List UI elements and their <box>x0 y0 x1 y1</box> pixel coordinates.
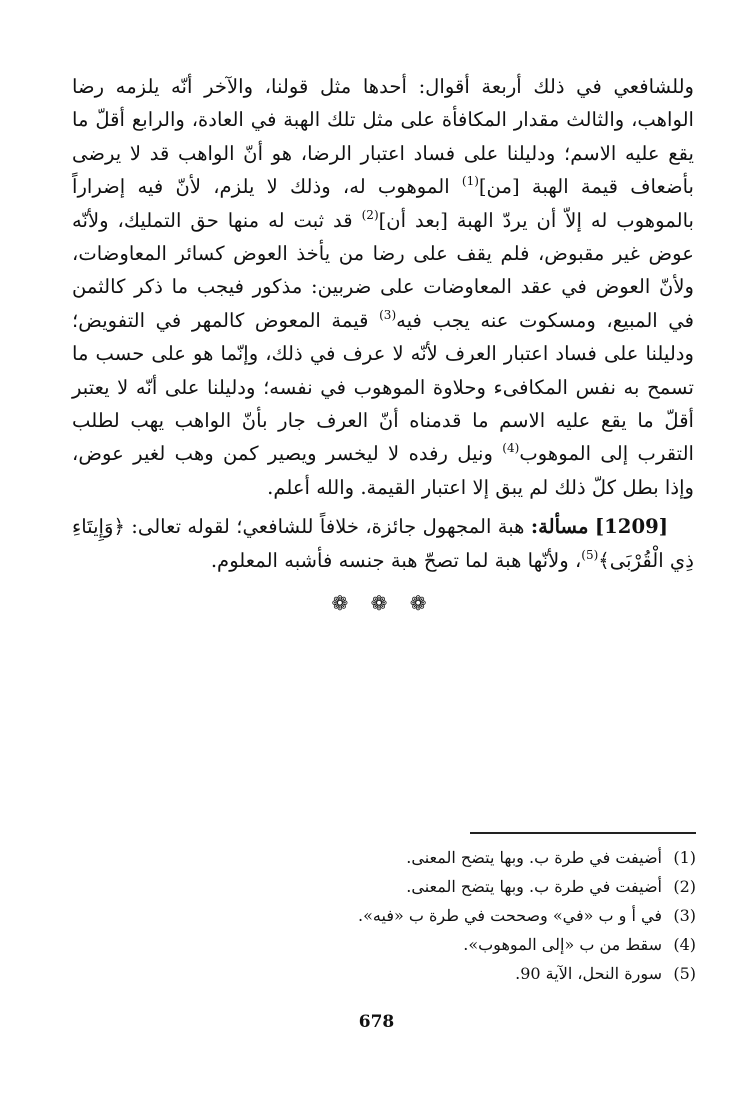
section-ornament <box>72 591 694 615</box>
footnote-text: سورة النحل، الآية 90. <box>515 964 662 983</box>
footnote-number: (4) <box>673 935 696 954</box>
footnote-number: (5) <box>673 964 696 983</box>
footnote-item <box>276 930 696 959</box>
footnote-ref-1: (1) <box>461 174 479 189</box>
footnote-text: أضيفت في طرة ب. وبها يتضح المعنى. <box>406 877 662 896</box>
issue-number: [1209] <box>594 515 668 539</box>
paragraph-text: وللشافعي في ذلك أربعة أقوال: أحدها مثل قولنا، والآخر أنّه يلزمه رضا الواهب، والثالث مقدار المكافأة على مثل تلك الهبة في العادة، والرابع أقلّ ما يقع عليه الاسم؛ ودليلنا على فساد اعتبار الرضا، هو أنّ الواهب قد لا يرضى بأضعاف قيمة الهبة [من] <box>72 75 695 199</box>
issue-label: مسألة: <box>530 515 589 539</box>
footnote-text: سقط من ب «إلى الموهوب». <box>463 935 662 954</box>
footnote-list <box>276 843 696 988</box>
footnote-number: (3) <box>673 906 696 925</box>
paragraph-text: قد ثبت له منها حق التمليك، ولأنّه عوض غير مقبوض، فلم يقف على رضا من يأخذ العوض كسائر المعاوضات، ولأنّ العوض في عقد المعاوضات على ضربين: مذكور فيجب ما ذكر كالثمن في المبيع، ومسكوت عنه يجب فيه <box>72 208 694 332</box>
footnote-item <box>276 843 696 872</box>
footnote-divider <box>470 832 696 834</box>
paragraph-text: ونيل رفده لا ليخسر ويصير كمن وهب لغير عوض، وإذا بطل كلّ ذلك لم يبق إلا اعتبار القيمة. والله أعلم. <box>72 442 694 499</box>
issue-text: هبة المجهول جائزة، خلافاً للشافعي؛ لقوله تعالى: ﴿وَإِيتَاءِ ذِي الْقُرْبَى﴾ <box>72 515 694 572</box>
footnote-item <box>276 959 696 988</box>
footnote-item <box>276 901 696 930</box>
issue-text: ، ولأنّها هبة لما تصحّ هبة جنسه فأشبه المعلوم. <box>210 548 582 572</box>
footnote-text: في أ و ب «في» وصححت في طرة ب «فيه». <box>358 906 662 925</box>
footnote-item <box>276 872 696 901</box>
footnote-text: أضيفت في طرة ب. وبها يتضح المعنى. <box>406 848 662 867</box>
footnote-ref-3: (3) <box>379 307 397 322</box>
footnote-number: (2) <box>673 877 696 896</box>
paragraph-text: قيمة المعوض كالمهر في التفويض؛ ودليلنا على فساد اعتبار العرف لأنّه لا عرف في ذلك، وإنّما هو على حسب ما تسمح به نفس المكافىء وحلاوة الموهوب في نفسه؛ ودليلنا على أنّه لا يعتبر أقلّ ما يقع عليه الاسم ما قدمناه أنّ العرف جار بأنّ الواهب يهب لطلب التقرب إلى الموهوب <box>72 308 694 466</box>
flower-ornament-icon: ❁ <box>409 591 435 616</box>
issue-paragraph <box>72 510 694 577</box>
paragraph-text: الموهوب له، وذلك لا يلزم، لأنّ فيه إضراراً بالموهوب له إلاّ أن يردّ الهبة [بعد أن] <box>72 175 694 232</box>
footnote-number: (1) <box>673 848 696 867</box>
flower-ornament-icon: ❁ <box>331 591 357 616</box>
footnote-ref-5: (5) <box>581 547 599 562</box>
footnote-ref-4: (4) <box>502 441 520 456</box>
page-number: 678 <box>358 1012 395 1032</box>
page-body <box>72 70 694 615</box>
main-paragraph <box>72 70 694 504</box>
footnote-ref-2: (2) <box>361 207 379 222</box>
flower-ornament-icon: ❁ <box>370 591 396 616</box>
